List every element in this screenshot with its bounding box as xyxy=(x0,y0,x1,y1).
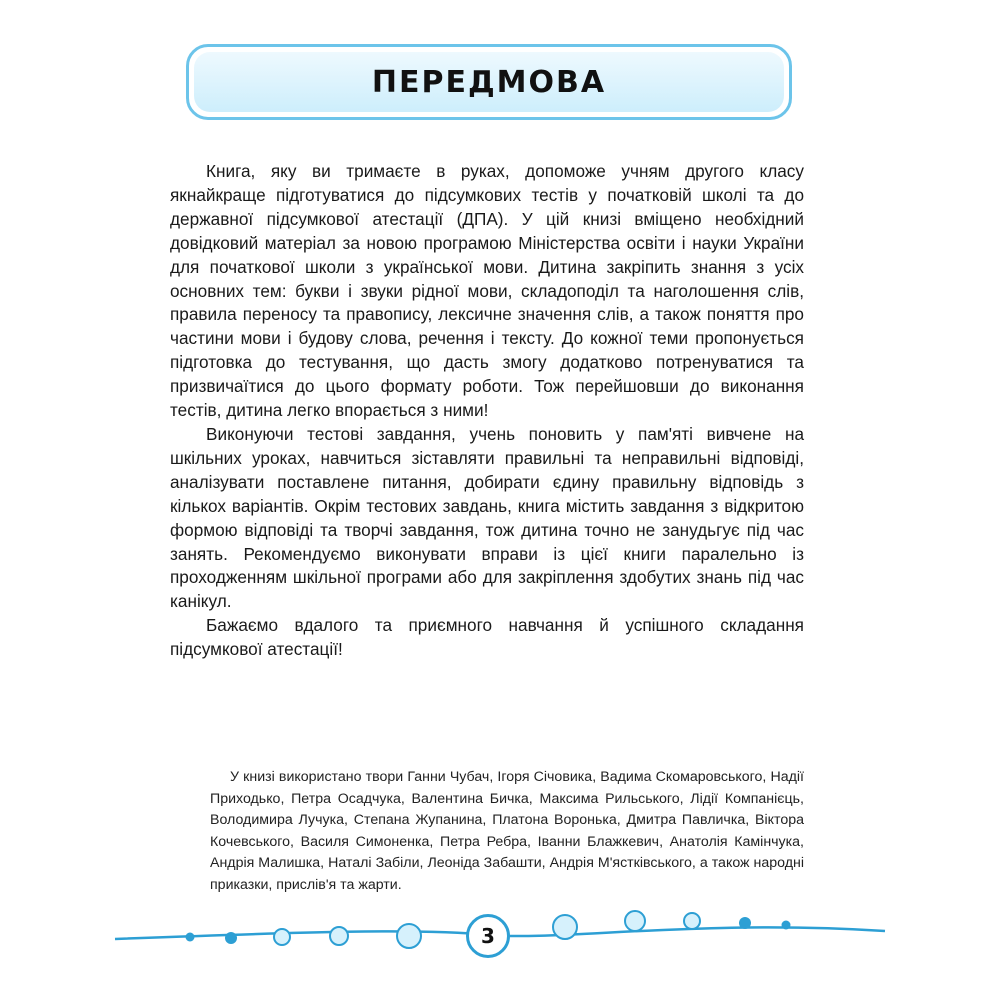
paragraph-2: Виконуючи тестові завдання, учень поновить у пам'яті вивчене на шкільних уроках, навчиться зіставляти правильні та неправильні відповіді, аналізувати поставлене питання, добирати єдину правильну відповідь з кількох варіантів. Окрім тестових завдань, книга містить завдання з відкритою формою відповіді та творчі завдання, тож дитина точно не занудьгує під час занять. Рекомендуємо виконувати вправи із цієї книги паралельно із проходженням шкільної програми або для закріплення здобутих знань під час канікул. xyxy=(170,423,804,612)
footer-bead xyxy=(397,924,421,948)
footer-bead xyxy=(625,911,645,931)
footer-bead xyxy=(782,921,791,930)
credits-note xyxy=(210,767,804,896)
page-title: ПЕРЕДМОВА xyxy=(371,64,607,100)
preface-body xyxy=(170,160,804,662)
footer-bead xyxy=(330,927,348,945)
footer-bead xyxy=(684,913,700,929)
paragraph-3: Бажаємо вдалого та приємного навчання й успішного складання підсумкової атестації! xyxy=(170,615,804,660)
footer-bead xyxy=(739,917,751,929)
paragraph-1: Книга, яку ви тримаєте в руках, допоможе учням другого класу якнайкраще підготуватися до підсумкових тестів у початковій школі та до державної підсумкової атестації (ДПА). У цій книзі вміщено необхідний довідковий матеріал за новою програмою Міністерства освіти і науки України для початкової школи з української мови. Дитина закріпить знання з усіх основних тем: букви і звуки рідної мови, складоподіл та наголошення слів, правила переносу та правопису, лексичне значення слів, а також поняття про частини мови і будову слова, речення і тексту. До кожної теми пропонується підготовка до тестування, що дасть змогу додатково потренуватися та призвичаїтися до цього формату роботи. Тож перейшовши до виконання тестів, дитина легко впорається з ними! xyxy=(170,161,804,421)
footer-bead xyxy=(186,933,195,942)
title-banner-inner xyxy=(194,52,784,112)
credits-text: У книзі використано твори Ганни Чубач, Ігоря Січовика, Вадима Скомаровського, Надії Приходько, Петра Осадчука, Валентина Бичка, Максима Рильського, Лідії Компанієць, Володимира Лучука, Степана Жупанина, Платона Воронька, Дмитра Павличка, Віктора Кочевського, Василя Симоненка, Петра Ребра, Іванни Блажкевич, Анатолія Камінчука, Андрія Малишка, Наталі Забіли, Леоніда Забашти, Андрія М'ястківського, а також народні приказки, прислів'я та жарти. xyxy=(210,769,804,893)
footer-bead xyxy=(225,932,237,944)
footer-bead xyxy=(274,929,290,945)
page-number: 3 xyxy=(466,914,510,958)
title-banner xyxy=(186,44,792,120)
footer-bead xyxy=(553,915,577,939)
